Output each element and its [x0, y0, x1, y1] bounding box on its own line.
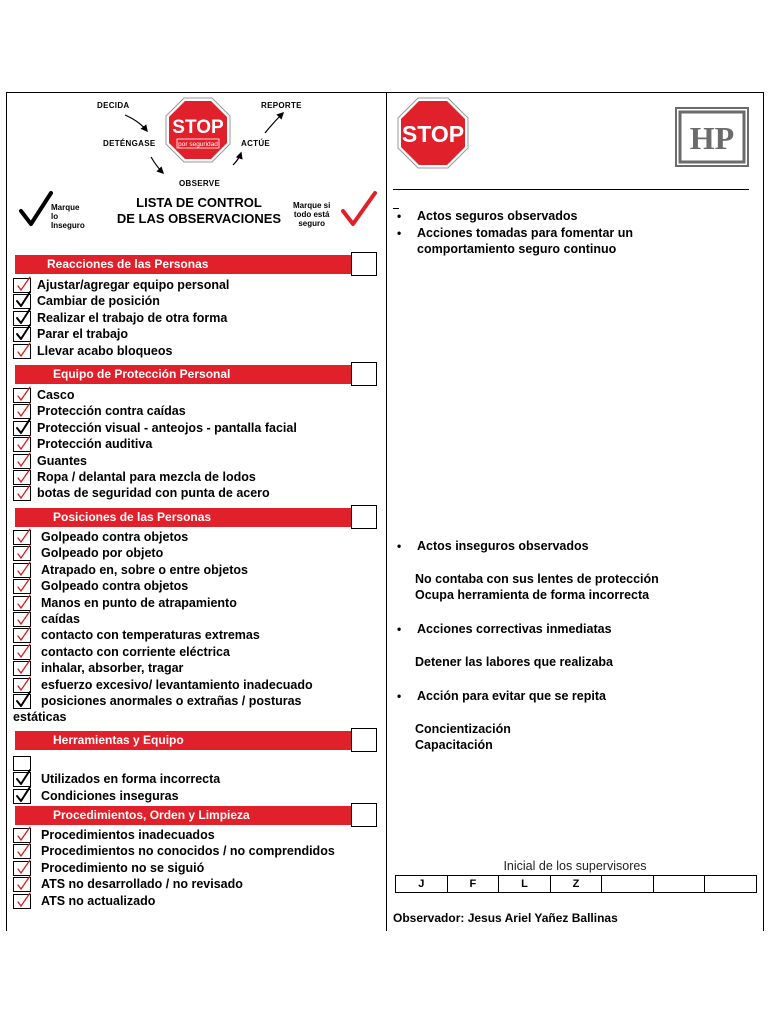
black-check-icon — [15, 770, 31, 786]
red-check-icon — [15, 435, 31, 451]
item-checkbox[interactable] — [13, 772, 31, 787]
item-checkbox[interactable] — [13, 645, 31, 660]
item-checkbox[interactable] — [13, 579, 31, 594]
item-label: Ajustar/agregar equipo personal — [37, 278, 230, 292]
corrective-actions-text: Detener las labores que realizaba — [415, 655, 614, 669]
stop-sign-text: STOP — [401, 121, 465, 147]
red-check-icon — [15, 875, 31, 891]
black-check-icon — [15, 292, 31, 308]
item-checkbox[interactable] — [13, 311, 31, 326]
red-check-icon — [15, 561, 31, 577]
checklist-item — [13, 827, 385, 843]
checklist-item — [13, 627, 385, 643]
checklist-item — [13, 611, 385, 627]
checklist-item — [13, 529, 385, 545]
item-label: Protección contra caídas — [37, 404, 186, 419]
item-checkbox[interactable] — [13, 661, 31, 676]
red-check-icon — [15, 528, 31, 544]
signature-line — [393, 189, 749, 190]
checklist-item — [13, 420, 385, 436]
black-checkmark-icon — [19, 191, 53, 227]
supervisor-initial-cell[interactable] — [602, 876, 654, 892]
red-check-icon — [15, 659, 31, 675]
mark-safe-note — [293, 201, 330, 228]
black-check-icon — [15, 309, 31, 325]
supervisors-label: Inicial de los supervisores — [503, 859, 647, 873]
checklist-item — [13, 485, 385, 501]
checklist-item — [13, 387, 385, 403]
unsafe-acts-line: Ocupa herramienta de forma incorrecta — [415, 588, 650, 602]
section-title: Reacciones de las Personas — [47, 257, 209, 271]
checklist-item — [13, 403, 385, 419]
checklist-item — [13, 677, 385, 693]
item-label: Procedimientos inadecuados — [41, 828, 215, 842]
notes-panel — [386, 92, 764, 931]
checklist-item — [13, 860, 385, 876]
red-check-icon — [15, 643, 31, 659]
red-check-icon — [15, 626, 31, 642]
red-check-icon — [15, 676, 31, 692]
checklist-item — [13, 755, 385, 771]
red-check-icon — [15, 342, 31, 358]
checklist-item — [13, 436, 385, 452]
item-checkbox[interactable] — [13, 563, 31, 578]
item-label: posiciones anormales o extrañas / posturas — [41, 694, 302, 708]
mark-unsafe-note — [51, 203, 85, 230]
stop-sign-icon — [397, 97, 469, 169]
item-checkbox[interactable] — [13, 327, 31, 342]
hp-logo-text: HP — [689, 120, 735, 156]
checklist-item — [13, 876, 385, 892]
black-check-icon — [15, 787, 31, 803]
section-checkbox[interactable] — [351, 505, 377, 529]
item-label: Golpeado contra objetos — [41, 530, 189, 544]
item-label: Golpeado contra objetos — [41, 579, 189, 594]
red-check-icon — [15, 468, 31, 484]
bullet-safe-actions — [417, 225, 633, 257]
cycle-label-observe: OBSERVE — [179, 179, 221, 188]
item-label: ATS no actualizado — [41, 893, 156, 908]
item-checkbox[interactable] — [13, 894, 31, 909]
mark-safe-line: seguro — [298, 219, 325, 228]
mark-safe-line: todo está — [293, 210, 330, 219]
checklist-item — [13, 788, 385, 804]
section-checkbox[interactable] — [351, 252, 377, 276]
item-checkbox[interactable] — [13, 421, 31, 436]
mark-unsafe-line: Inseguro — [51, 221, 85, 230]
checklist-item — [13, 771, 385, 787]
supervisor-initial-cell[interactable]: Z — [551, 876, 603, 892]
stop-sign-text: STOP — [172, 117, 224, 138]
item-checkbox[interactable] — [13, 486, 31, 501]
observer-name: Observador: Jesus Ariel Yañez Ballinas — [393, 911, 618, 925]
red-check-icon — [15, 484, 31, 500]
red-check-icon — [15, 402, 31, 418]
checklist-title-line: LISTA DE CONTROL — [136, 195, 262, 210]
checklist-title — [101, 195, 297, 227]
bullet-safe-acts: • Actos seguros observados — [417, 208, 577, 224]
item-checkbox[interactable] — [13, 388, 31, 403]
red-check-icon — [15, 544, 31, 560]
black-check-icon — [15, 692, 31, 708]
prevent-repeat-text — [415, 721, 511, 753]
section-checkbox[interactable] — [351, 362, 377, 386]
supervisor-initial-cell[interactable]: L — [499, 876, 551, 892]
item-label-continuation: estáticas — [13, 710, 67, 725]
prevent-repeat-line: Capacitación — [415, 738, 493, 752]
supervisor-initial-cell[interactable]: F — [448, 876, 500, 892]
checklist-item — [13, 660, 385, 676]
item-checkbox[interactable] — [13, 530, 31, 545]
red-checkmark-icon — [341, 191, 377, 227]
black-check-icon — [15, 419, 31, 435]
item-label: Procedimiento no se siguió — [41, 860, 205, 875]
item-label: Realizar el trabajo de otra forma — [37, 310, 228, 325]
item-label: Golpeado por objeto — [41, 546, 164, 561]
checklist-item — [13, 843, 385, 859]
checklist-item — [13, 595, 385, 611]
item-label: Ropa / delantal para mezcla de lodos — [37, 470, 256, 484]
red-check-icon — [15, 276, 31, 292]
section-title: Posiciones de las Personas — [53, 510, 212, 524]
item-label: esfuerzo excesivo/ levantamiento inadecuado — [41, 677, 313, 692]
item-label: Parar el trabajo — [37, 327, 129, 342]
item-checkbox[interactable] — [13, 612, 31, 627]
checklist-item — [13, 277, 385, 293]
item-label: Protección auditiva — [37, 437, 153, 452]
checklist-item — [13, 893, 385, 909]
item-checkbox[interactable] — [13, 877, 31, 892]
section-header — [15, 508, 351, 527]
item-label: Condiciones inseguras — [41, 788, 179, 803]
mark-unsafe-line: lo — [51, 212, 59, 221]
stop-sign-subtext: por seguridad — [178, 141, 218, 148]
item-checkbox[interactable] — [13, 546, 31, 561]
unsafe-acts-text — [415, 571, 659, 603]
item-label: contacto con temperaturas extremas — [41, 628, 260, 643]
item-label: Casco — [37, 388, 75, 402]
red-check-icon — [15, 452, 31, 468]
item-checkbox[interactable] — [13, 694, 31, 709]
checklist-item — [13, 469, 385, 485]
item-checkbox[interactable] — [13, 278, 31, 293]
item-checkbox[interactable] — [13, 861, 31, 876]
observation-card — [6, 92, 762, 930]
bullet-prevent-repeat: • Acción para evitar que se repita — [417, 688, 606, 704]
bullet-unsafe-acts: • Actos inseguros observados — [417, 538, 589, 554]
red-check-icon — [15, 842, 31, 858]
item-label: Atrapado en, sobre o entre objetos — [41, 562, 248, 577]
bullet-safe-actions-line: • Acciones tomadas para fomentar un — [417, 226, 634, 240]
section-title: Herramientas y Equipo — [53, 733, 184, 747]
red-check-icon — [15, 859, 31, 875]
mark-safe-line: Marque si — [293, 201, 331, 210]
cycle-label-reporte: REPORTE — [261, 101, 302, 110]
section-title: Procedimientos, Orden y Limpieza — [53, 808, 250, 822]
item-label: botas de seguridad con punta de acero — [37, 486, 270, 501]
section-header — [15, 731, 351, 750]
checklist-item — [13, 562, 385, 578]
checklist-item — [13, 693, 385, 709]
unsafe-acts-line: No contaba con sus lentes de protección — [415, 572, 659, 586]
cycle-label-actue: ACTÚE — [241, 139, 271, 148]
hp-logo — [675, 107, 749, 167]
item-label: Guantes — [37, 453, 88, 468]
cycle-label-detengase: DETÉNGASE — [103, 139, 156, 148]
item-label: Llevar acabo bloqueos — [37, 343, 173, 358]
checklist-item — [13, 326, 385, 342]
mark-unsafe-line: Marque — [51, 203, 80, 212]
supervisor-initial-cell[interactable] — [705, 876, 756, 892]
checklist-item — [13, 644, 385, 660]
item-checkbox[interactable] — [13, 454, 31, 469]
item-checkbox[interactable] — [13, 437, 31, 452]
item-checkbox[interactable] — [13, 294, 31, 309]
item-label: Utilizados en forma incorrecta — [41, 772, 221, 787]
bullet-safe-actions-line: comportamiento seguro continuo — [417, 242, 617, 256]
red-check-icon — [15, 386, 31, 402]
supervisor-initial-cell[interactable]: J — [396, 876, 448, 892]
item-label: inhalar, absorber, tragar — [41, 661, 184, 676]
item-label: Cambiar de posición — [37, 294, 160, 309]
red-check-icon — [15, 892, 31, 908]
section-header — [15, 255, 351, 274]
checklist-item — [13, 453, 385, 469]
supervisors-initials-table — [395, 875, 757, 893]
item-label: Procedimientos no conocidos / no comprendidos — [41, 844, 335, 859]
item-checkbox[interactable] — [13, 756, 31, 771]
item-checkbox[interactable] — [13, 628, 31, 643]
item-label: Protección visual - anteojos - pantalla facial — [37, 420, 297, 435]
red-check-icon — [15, 610, 31, 626]
section-header — [15, 806, 351, 825]
item-label: ATS no desarrollado / no revisado — [41, 877, 243, 892]
item-checkbox[interactable] — [13, 344, 31, 359]
item-checkbox[interactable] — [13, 404, 31, 419]
item-label: contacto con corriente eléctrica — [41, 644, 230, 659]
item-checkbox[interactable] — [13, 828, 31, 843]
cycle-label-decida: DECIDA — [97, 101, 130, 110]
item-checkbox[interactable] — [13, 844, 31, 859]
stop-sign-icon — [165, 97, 231, 163]
red-check-icon — [15, 594, 31, 610]
bullet-corrective-actions: • Acciones correctivas inmediatas — [417, 621, 612, 637]
section-header — [15, 365, 351, 384]
prevent-repeat-line: Concientización — [415, 722, 511, 736]
checklist-item — [13, 310, 385, 326]
black-check-icon — [15, 325, 31, 341]
checklist-item — [13, 578, 385, 594]
section-checkbox[interactable] — [351, 728, 377, 752]
item-checkbox[interactable] — [13, 596, 31, 611]
supervisor-initial-cell[interactable] — [654, 876, 706, 892]
item-checkbox[interactable] — [13, 789, 31, 804]
section-title: Equipo de Protección Personal — [53, 367, 231, 381]
checklist-panel — [6, 92, 387, 931]
item-checkbox[interactable] — [13, 470, 31, 485]
checklist-item — [13, 343, 385, 359]
red-check-icon — [15, 577, 31, 593]
item-label: Manos en punto de atrapamiento — [41, 595, 237, 610]
section-checkbox[interactable] — [351, 803, 377, 827]
item-checkbox[interactable] — [13, 678, 31, 693]
item-label: caídas — [41, 612, 80, 626]
checklist-item — [13, 545, 385, 561]
checklist-title-line: DE LAS OBSERVACIONES — [116, 211, 282, 226]
checklist-item — [13, 293, 385, 309]
red-check-icon — [15, 826, 31, 842]
